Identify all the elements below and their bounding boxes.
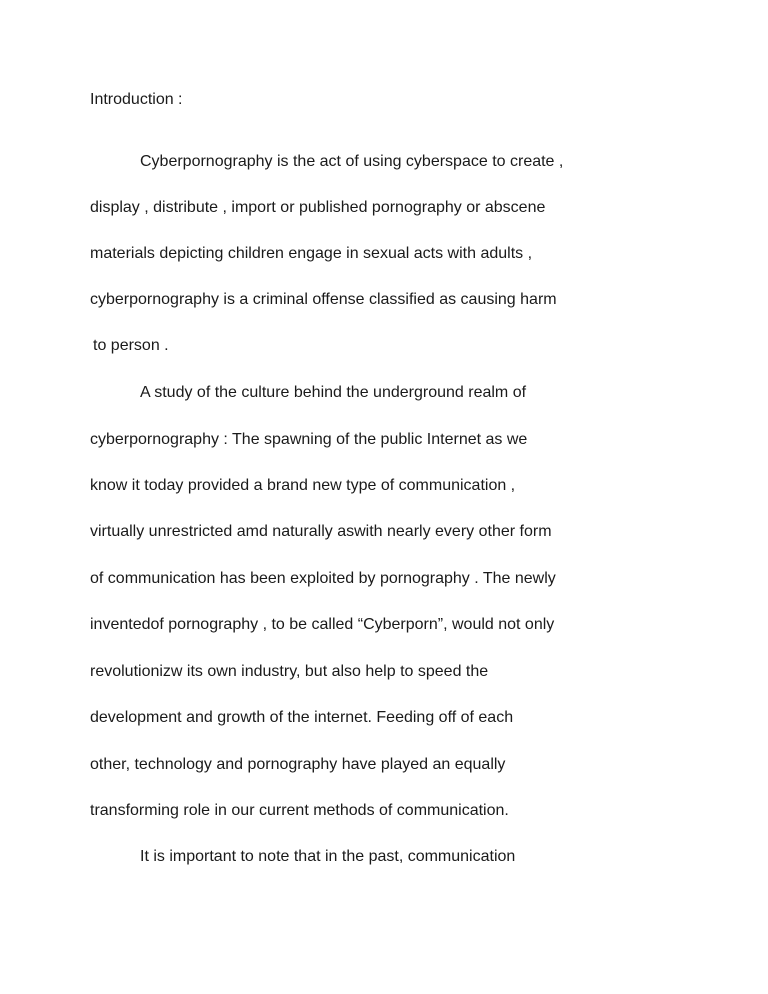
body-line: revolutionizw its own industry, but also help to speed the <box>90 663 489 680</box>
body-line: inventedof pornography , to be called “Cyberporn”, would not only <box>90 616 555 633</box>
body-line: to person . <box>93 337 169 354</box>
document-heading: Introduction : <box>90 91 183 108</box>
body-line: know it today provided a brand new type of communication , <box>90 477 516 494</box>
body-line: cyberpornography : The spawning of the public Internet as we <box>90 431 528 448</box>
body-line: cyberpornography is a criminal offense classified as causing harm <box>90 291 557 308</box>
body-line: It is important to note that in the past, communication <box>140 848 516 865</box>
body-line: Cyberpornography is the act of using cyberspace to create , <box>140 153 564 170</box>
body-line: virtually unrestricted amd naturally aswith nearly every other form <box>90 523 552 540</box>
body-line: transforming role in our current methods of communication. <box>90 802 509 819</box>
body-line: display , distribute , import or published pornography or abscene <box>90 199 546 216</box>
body-line: A study of the culture behind the underground realm of <box>140 384 527 401</box>
body-line: development and growth of the internet. Feeding off of each <box>90 709 514 726</box>
body-line: other, technology and pornography have played an equally <box>90 756 506 773</box>
body-line: of communication has been exploited by pornography . The newly <box>90 570 556 587</box>
body-line: materials depicting children engage in sexual acts with adults , <box>90 245 533 262</box>
